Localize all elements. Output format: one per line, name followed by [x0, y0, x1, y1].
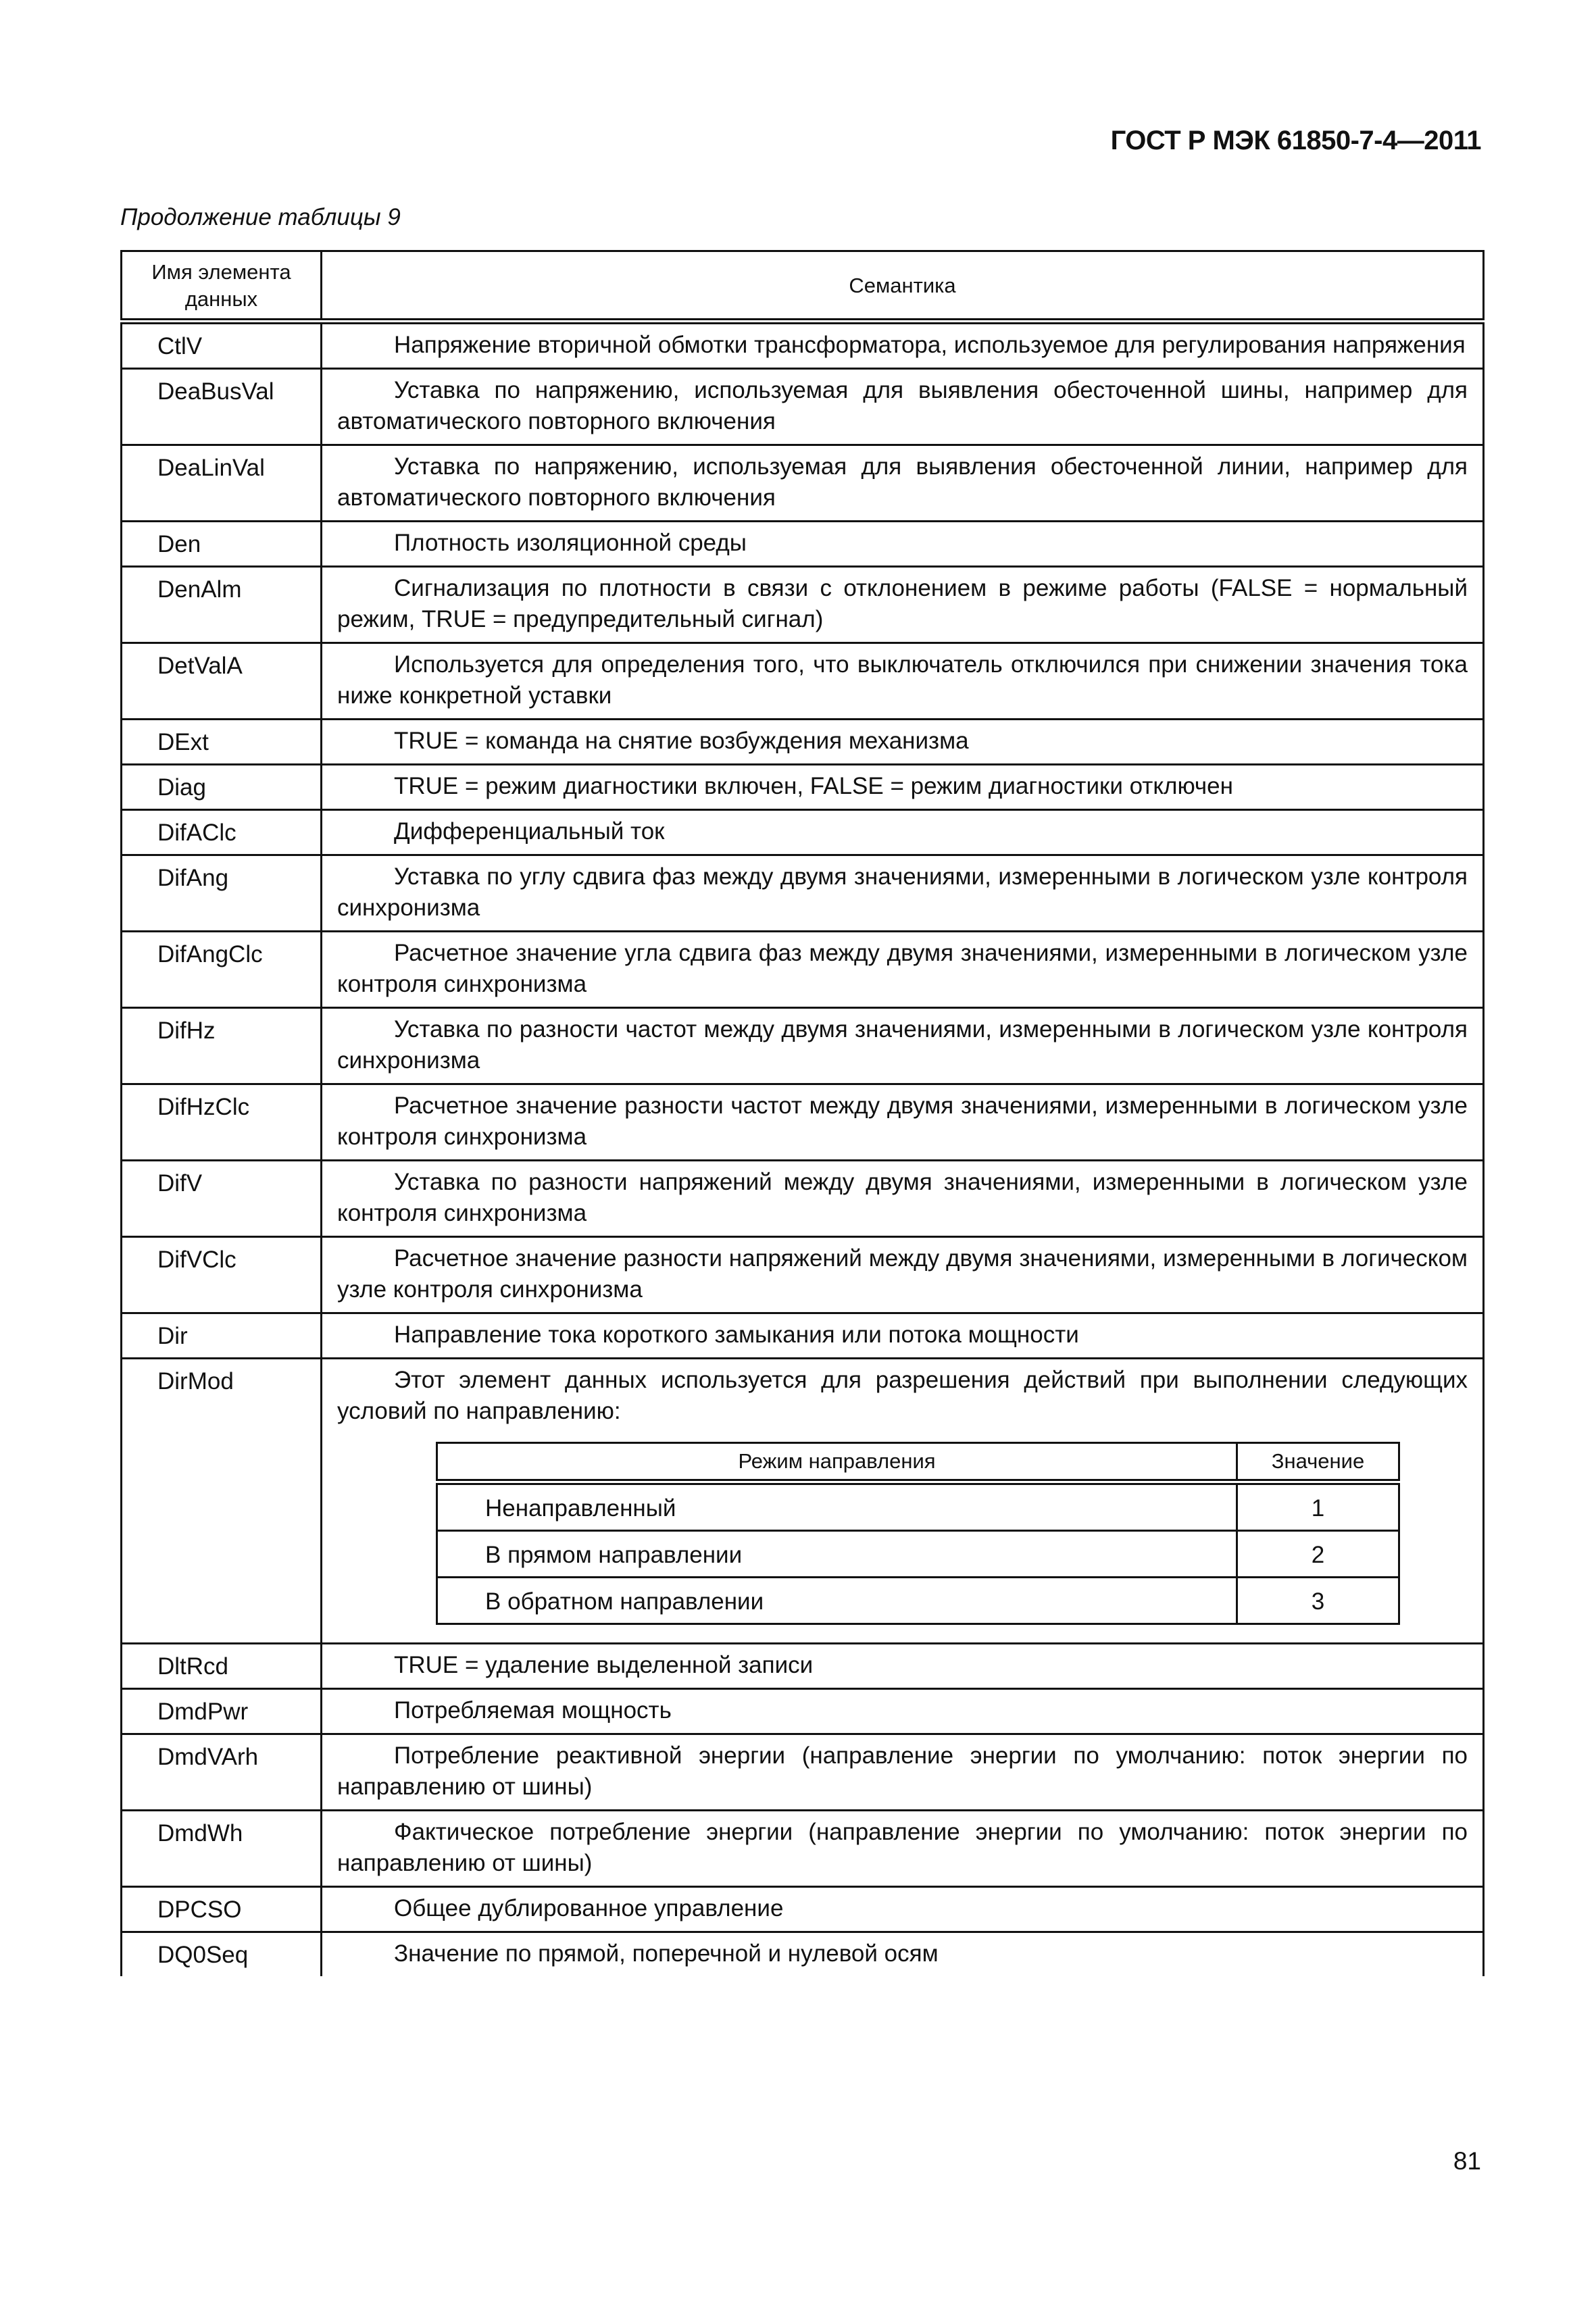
table-row — [122, 1161, 1484, 1237]
table-row — [122, 1932, 1484, 1977]
data-element-name: DifHz — [122, 1008, 322, 1084]
semantics-text: Расчетное значение угла сдвига фаз между двумя значениями, измеренными в логическом узле контроля синхронизма — [337, 940, 1468, 997]
data-element-semantics — [322, 522, 1484, 567]
table-row — [122, 810, 1484, 855]
header-name: Имя элемента данных — [122, 251, 322, 322]
table-row — [122, 445, 1484, 522]
data-element-semantics — [322, 1359, 1484, 1644]
data-element-name: DeaLinVal — [122, 445, 322, 522]
inner-table-row — [437, 1482, 1399, 1531]
semantics-text: TRUE = режим диагностики включен, FALSE = режим диагностики отключен — [394, 773, 1233, 799]
table-row — [122, 1237, 1484, 1313]
table-row — [122, 1008, 1484, 1084]
data-element-semantics — [322, 1313, 1484, 1359]
semantics-text: Уставка по разности частот между двумя значениями, измеренными в логическом узле контроля синхронизма — [337, 1016, 1468, 1074]
data-element-semantics — [322, 1084, 1484, 1161]
data-elements-table — [120, 250, 1485, 1976]
semantics-text: TRUE = команда на снятие возбуждения механизма — [394, 728, 969, 754]
data-element-semantics — [322, 855, 1484, 932]
semantics-text: Уставка по напряжению, используемая для выявления обесточенной шины, например для автоматического повторного включения — [337, 377, 1468, 434]
table-row — [122, 932, 1484, 1008]
direction-mode-table — [436, 1442, 1400, 1625]
data-element-semantics — [322, 567, 1484, 643]
table-row — [122, 522, 1484, 567]
data-element-semantics — [322, 369, 1484, 445]
direction-value: 3 — [1237, 1578, 1399, 1624]
data-element-name: DifVClc — [122, 1237, 322, 1313]
data-element-name: Den — [122, 522, 322, 567]
data-element-name: DmdWh — [122, 1811, 322, 1887]
semantics-text: Расчетное значение разности напряжений между двумя значениями, измеренными в логическом узле контроля синхронизма — [337, 1245, 1468, 1303]
table-row — [122, 855, 1484, 932]
semantics-text: TRUE = удаление выделенной записи — [394, 1652, 814, 1678]
data-element-name: DeaBusVal — [122, 369, 322, 445]
semantics-text: Фактическое потребление энергии (направление энергии по умолчанию: поток энергии по направлению от шины) — [337, 1819, 1468, 1876]
direction-mode: Ненаправленный — [437, 1482, 1237, 1531]
data-element-name: DPCSO — [122, 1887, 322, 1932]
data-element-name: DifHzClc — [122, 1084, 322, 1161]
data-element-name: DifV — [122, 1161, 322, 1237]
table-caption: Продолжение таблицы 9 — [120, 204, 401, 230]
table-row — [122, 1734, 1484, 1811]
data-element-name: DQ0Seq — [122, 1932, 322, 1977]
data-element-semantics — [322, 720, 1484, 765]
table-row — [122, 1313, 1484, 1359]
data-element-semantics — [322, 1887, 1484, 1932]
semantics-text: Уставка по разности напряжений между двумя значениями, измеренными в логическом узле контроля синхронизма — [337, 1169, 1468, 1226]
data-element-semantics — [322, 1644, 1484, 1689]
data-element-name: DmdVArh — [122, 1734, 322, 1811]
header-semantics: Семантика — [322, 251, 1484, 322]
data-element-semantics — [322, 1811, 1484, 1887]
table-row-dirmod — [122, 1359, 1484, 1644]
data-element-name: CtlV — [122, 322, 322, 369]
table-row — [122, 1811, 1484, 1887]
table-row — [122, 643, 1484, 720]
data-element-name: DifAng — [122, 855, 322, 932]
semantics-text: Плотность изоляционной среды — [394, 530, 747, 556]
semantics-text: Значение по прямой, поперечной и нулевой осям — [394, 1940, 939, 1967]
table-row — [122, 1084, 1484, 1161]
data-element-name: Diag — [122, 765, 322, 810]
semantics-text: Направление тока короткого замыкания или потока мощности — [394, 1322, 1079, 1348]
direction-mode: В прямом направлении — [437, 1531, 1237, 1578]
inner-table-row — [437, 1578, 1399, 1624]
direction-value: 1 — [1237, 1482, 1399, 1531]
data-element-semantics — [322, 1237, 1484, 1313]
direction-mode: В обратном направлении — [437, 1578, 1237, 1624]
data-element-semantics — [322, 765, 1484, 810]
data-element-name: DExt — [122, 720, 322, 765]
table-row — [122, 720, 1484, 765]
data-element-semantics — [322, 445, 1484, 522]
semantics-text: Потребляемая мощность — [394, 1697, 672, 1724]
data-element-semantics — [322, 1689, 1484, 1734]
data-element-name: DmdPwr — [122, 1689, 322, 1734]
data-element-semantics — [322, 1734, 1484, 1811]
data-element-name: DifAngClc — [122, 932, 322, 1008]
table-row — [122, 567, 1484, 643]
table-row — [122, 1689, 1484, 1734]
inner-table-row — [437, 1531, 1399, 1578]
semantics-text: Этот элемент данных используется для разрешения действий при выполнении следующих условий по направлению: — [337, 1367, 1468, 1424]
direction-value: 2 — [1237, 1531, 1399, 1578]
data-element-name: DetValA — [122, 643, 322, 720]
data-element-semantics — [322, 322, 1484, 369]
data-element-name: DirMod — [122, 1359, 322, 1644]
table-row — [122, 1887, 1484, 1932]
data-element-semantics — [322, 1161, 1484, 1237]
semantics-text: Напряжение вторичной обмотки трансформатора, используемое для регулирования напряжения — [394, 332, 1466, 358]
data-element-name: Dir — [122, 1313, 322, 1359]
standard-code: ГОСТ Р МЭК 61850-7-4—2011 — [1110, 126, 1481, 155]
table-row — [122, 369, 1484, 445]
data-element-semantics — [322, 643, 1484, 720]
table-header-row — [122, 251, 1484, 322]
semantics-text: Потребление реактивной энергии (направление энергии по умолчанию: поток энергии по направлению от шины) — [337, 1742, 1468, 1800]
semantics-text: Уставка по углу сдвига фаз между двумя значениями, измеренными в логическом узле контроля синхронизма — [337, 863, 1468, 921]
semantics-text: Сигнализация по плотности в связи с отклонением в режиме работы (FALSE = нормальный режим, TRUE = предупредительный сигнал) — [337, 575, 1468, 632]
table-row — [122, 1644, 1484, 1689]
inner-header-row — [437, 1443, 1399, 1482]
data-element-semantics — [322, 1008, 1484, 1084]
semantics-text: Используется для определения того, что выключатель отключился при снижении значения тока ниже конкретной уставки — [337, 651, 1468, 709]
semantics-text: Расчетное значение разности частот между двумя значениями, измеренными в логическом узле контроля синхронизма — [337, 1092, 1468, 1150]
semantics-text: Общее дублированное управление — [394, 1895, 784, 1921]
table-row — [122, 322, 1484, 369]
data-element-name: DenAlm — [122, 567, 322, 643]
inner-header-mode: Режим направления — [437, 1443, 1237, 1482]
table-row — [122, 765, 1484, 810]
data-element-name: DifAClc — [122, 810, 322, 855]
data-element-semantics — [322, 1932, 1484, 1977]
data-element-name: DltRcd — [122, 1644, 322, 1689]
inner-header-value: Значение — [1237, 1443, 1399, 1482]
data-element-semantics — [322, 932, 1484, 1008]
semantics-text: Уставка по напряжению, используемая для выявления обесточенной линии, например для автоматического повторного включения — [337, 453, 1468, 511]
semantics-text: Дифференциальный ток — [394, 818, 665, 845]
data-element-semantics — [322, 810, 1484, 855]
page-number: 81 — [1453, 2147, 1481, 2175]
